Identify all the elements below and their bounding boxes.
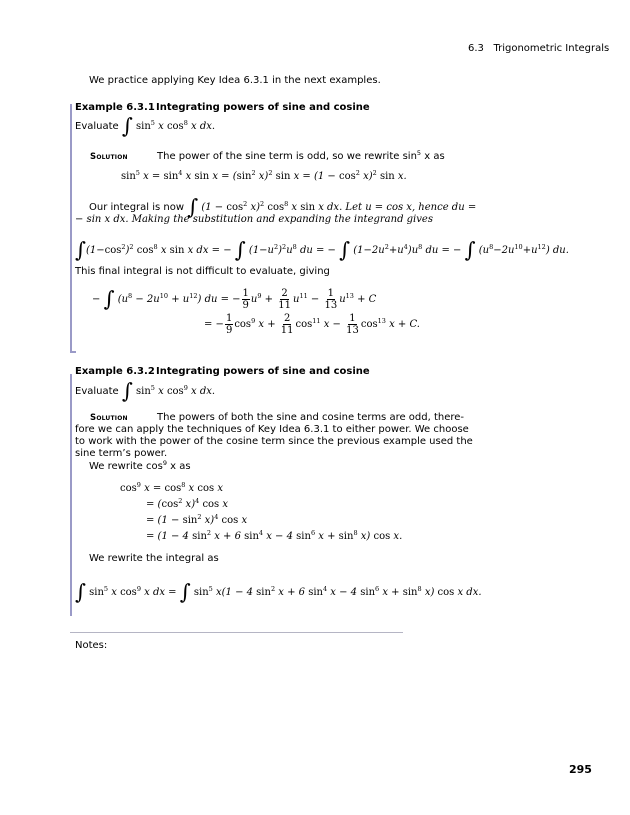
solution-2-line (90, 412, 128, 423)
eq-cos9-line-2: = ($\cos^2$ x)$^4$ cos x (146, 497, 229, 510)
evaluate-label: Evaluate (75, 121, 119, 132)
solution-2-para-2: fore we can apply the techniques of Key Idea 6.3.1 to either power. We choose (75, 424, 469, 435)
solution-2-label: Solution (90, 413, 128, 423)
example-2-label: Example 6.3.2 (75, 366, 155, 377)
eq-final-result-1: − ∫ $(u^8 - 2u^{10} + u^{12})$ du = − $\frac{1}{9}$ $u^9$ + $\frac{2}{11}$ $u^{11}$ − $\frac{1}{13}$ $u^{13} + C$ (92, 287, 377, 311)
eq-final-result-2: = − $\frac{1}{9}$ $\cos^9 x$ + $\frac{2}{11}$ $\cos^{11} x$ − $\frac{1}{13}$ $\cos^{13} x + C$. (204, 313, 420, 336)
running-header (468, 43, 609, 54)
solution-2-para-4: sine term’s power. (75, 448, 168, 459)
solution-2-para-3: to work with the power of the cosine term since the previous example used the (75, 436, 473, 447)
example-1-statement (75, 112, 216, 138)
let-substitution-text: . Let u = cos x, hence du = (339, 202, 477, 213)
example-1-integral: ∫ $\sin^5 x$ $\cos^8 x$ dx. (121, 114, 216, 138)
section-title: Trigonometric Integrals (493, 43, 610, 54)
solution-1-line (90, 151, 128, 162)
evaluate-label-2: Evaluate (75, 386, 119, 397)
rewrite-integral-text: We rewrite the integral as (89, 553, 219, 564)
example-2-title: Integrating powers of sine and cosine (156, 366, 370, 377)
section-number: 6.3 (468, 43, 484, 54)
eq-cos9-line-1: $\cos^9 x = \cos^8 x$ cos x (120, 481, 223, 494)
example-1-title: Integrating powers of sine and cosine (156, 102, 370, 113)
eq-rewritten-integral: ∫ $\sin^5 x$ $\cos^9 x$ dx = ∫ $\sin^5 x(1 - 4$ $\sin^2 x + 6$ $\sin^4 x - 4$ $\sin^6 x + \sin^8 x$) cos x dx. (75, 580, 482, 604)
example-2-integral: ∫ $\sin^5 x$ $\cos^9 x$ dx. (121, 379, 216, 403)
eq-cos9-line-4: = (1 − 4 $\sin^2 x + 6$ $\sin^4 x - 4$ $\sin^6 x + \sin^8 x$) cos x. (146, 529, 403, 542)
eq-substitution-expand: $\int(1-\cos^2)^2$ $\cos^8 x$ sin x dx = − ∫ $(1-u^2)^2u^8$ du = − ∫ $(1-2u^2+u^4)u^8$ du = − ∫ $(u^8-2u^{10}+u^{12})$ du. (75, 238, 569, 262)
rewrite-cos-a: We rewrite cos (89, 461, 163, 472)
notes-label: Notes: (75, 640, 108, 651)
example-2-margin-bar (70, 374, 72, 616)
solution-1-text-a: The power of the sine term is odd, so we rewrite sin (157, 151, 417, 162)
example-1-margin-tick (70, 351, 76, 353)
solution-1-text-b: x as (421, 151, 445, 162)
example-2-statement (75, 377, 216, 403)
rewrite-cos-b: x as (166, 461, 191, 472)
solution-1-text: The power of the sine term is odd, so we rewrite $\sin^5 x$ as (157, 149, 445, 162)
our-integral-text: Our integral is now (89, 202, 185, 213)
solution-1-label: Solution (90, 152, 128, 162)
page-number: 295 (569, 763, 592, 776)
rewrite-cos-text: We rewrite $\cos^9 x$ as (89, 459, 191, 472)
solution-2-para-1: The powers of both the sine and cosine terms are odd, there- (157, 412, 465, 423)
example-1-margin-bar (70, 104, 72, 352)
final-integral-text: This final integral is not difficult to evaluate, giving (75, 266, 330, 277)
eq-cos9-line-3: = $(1 - \sin^2 x)^4$ cos x (146, 513, 248, 526)
our-integral-line: Our integral is now ∫ $(1 - \cos^2 x)^2$ $\cos^8 x$ sin x dx. Let u = cos x, hence du = (89, 195, 477, 219)
making-substitution-text: − sin x dx. Making the substitution and expanding the integrand gives (75, 214, 433, 225)
eq-rewrite-sin: $\sin^5 x = \sin^4 x$ $\sin x = (\sin^2$ x)$^2$ $\sin x = (1 - \cos^2 x)^2$ sin x. (121, 169, 407, 182)
intro-text: We practice applying Key Idea 6.3.1 in the next examples. (89, 75, 381, 86)
notes-divider (70, 632, 403, 633)
example-1-label: Example 6.3.1 (75, 102, 155, 113)
